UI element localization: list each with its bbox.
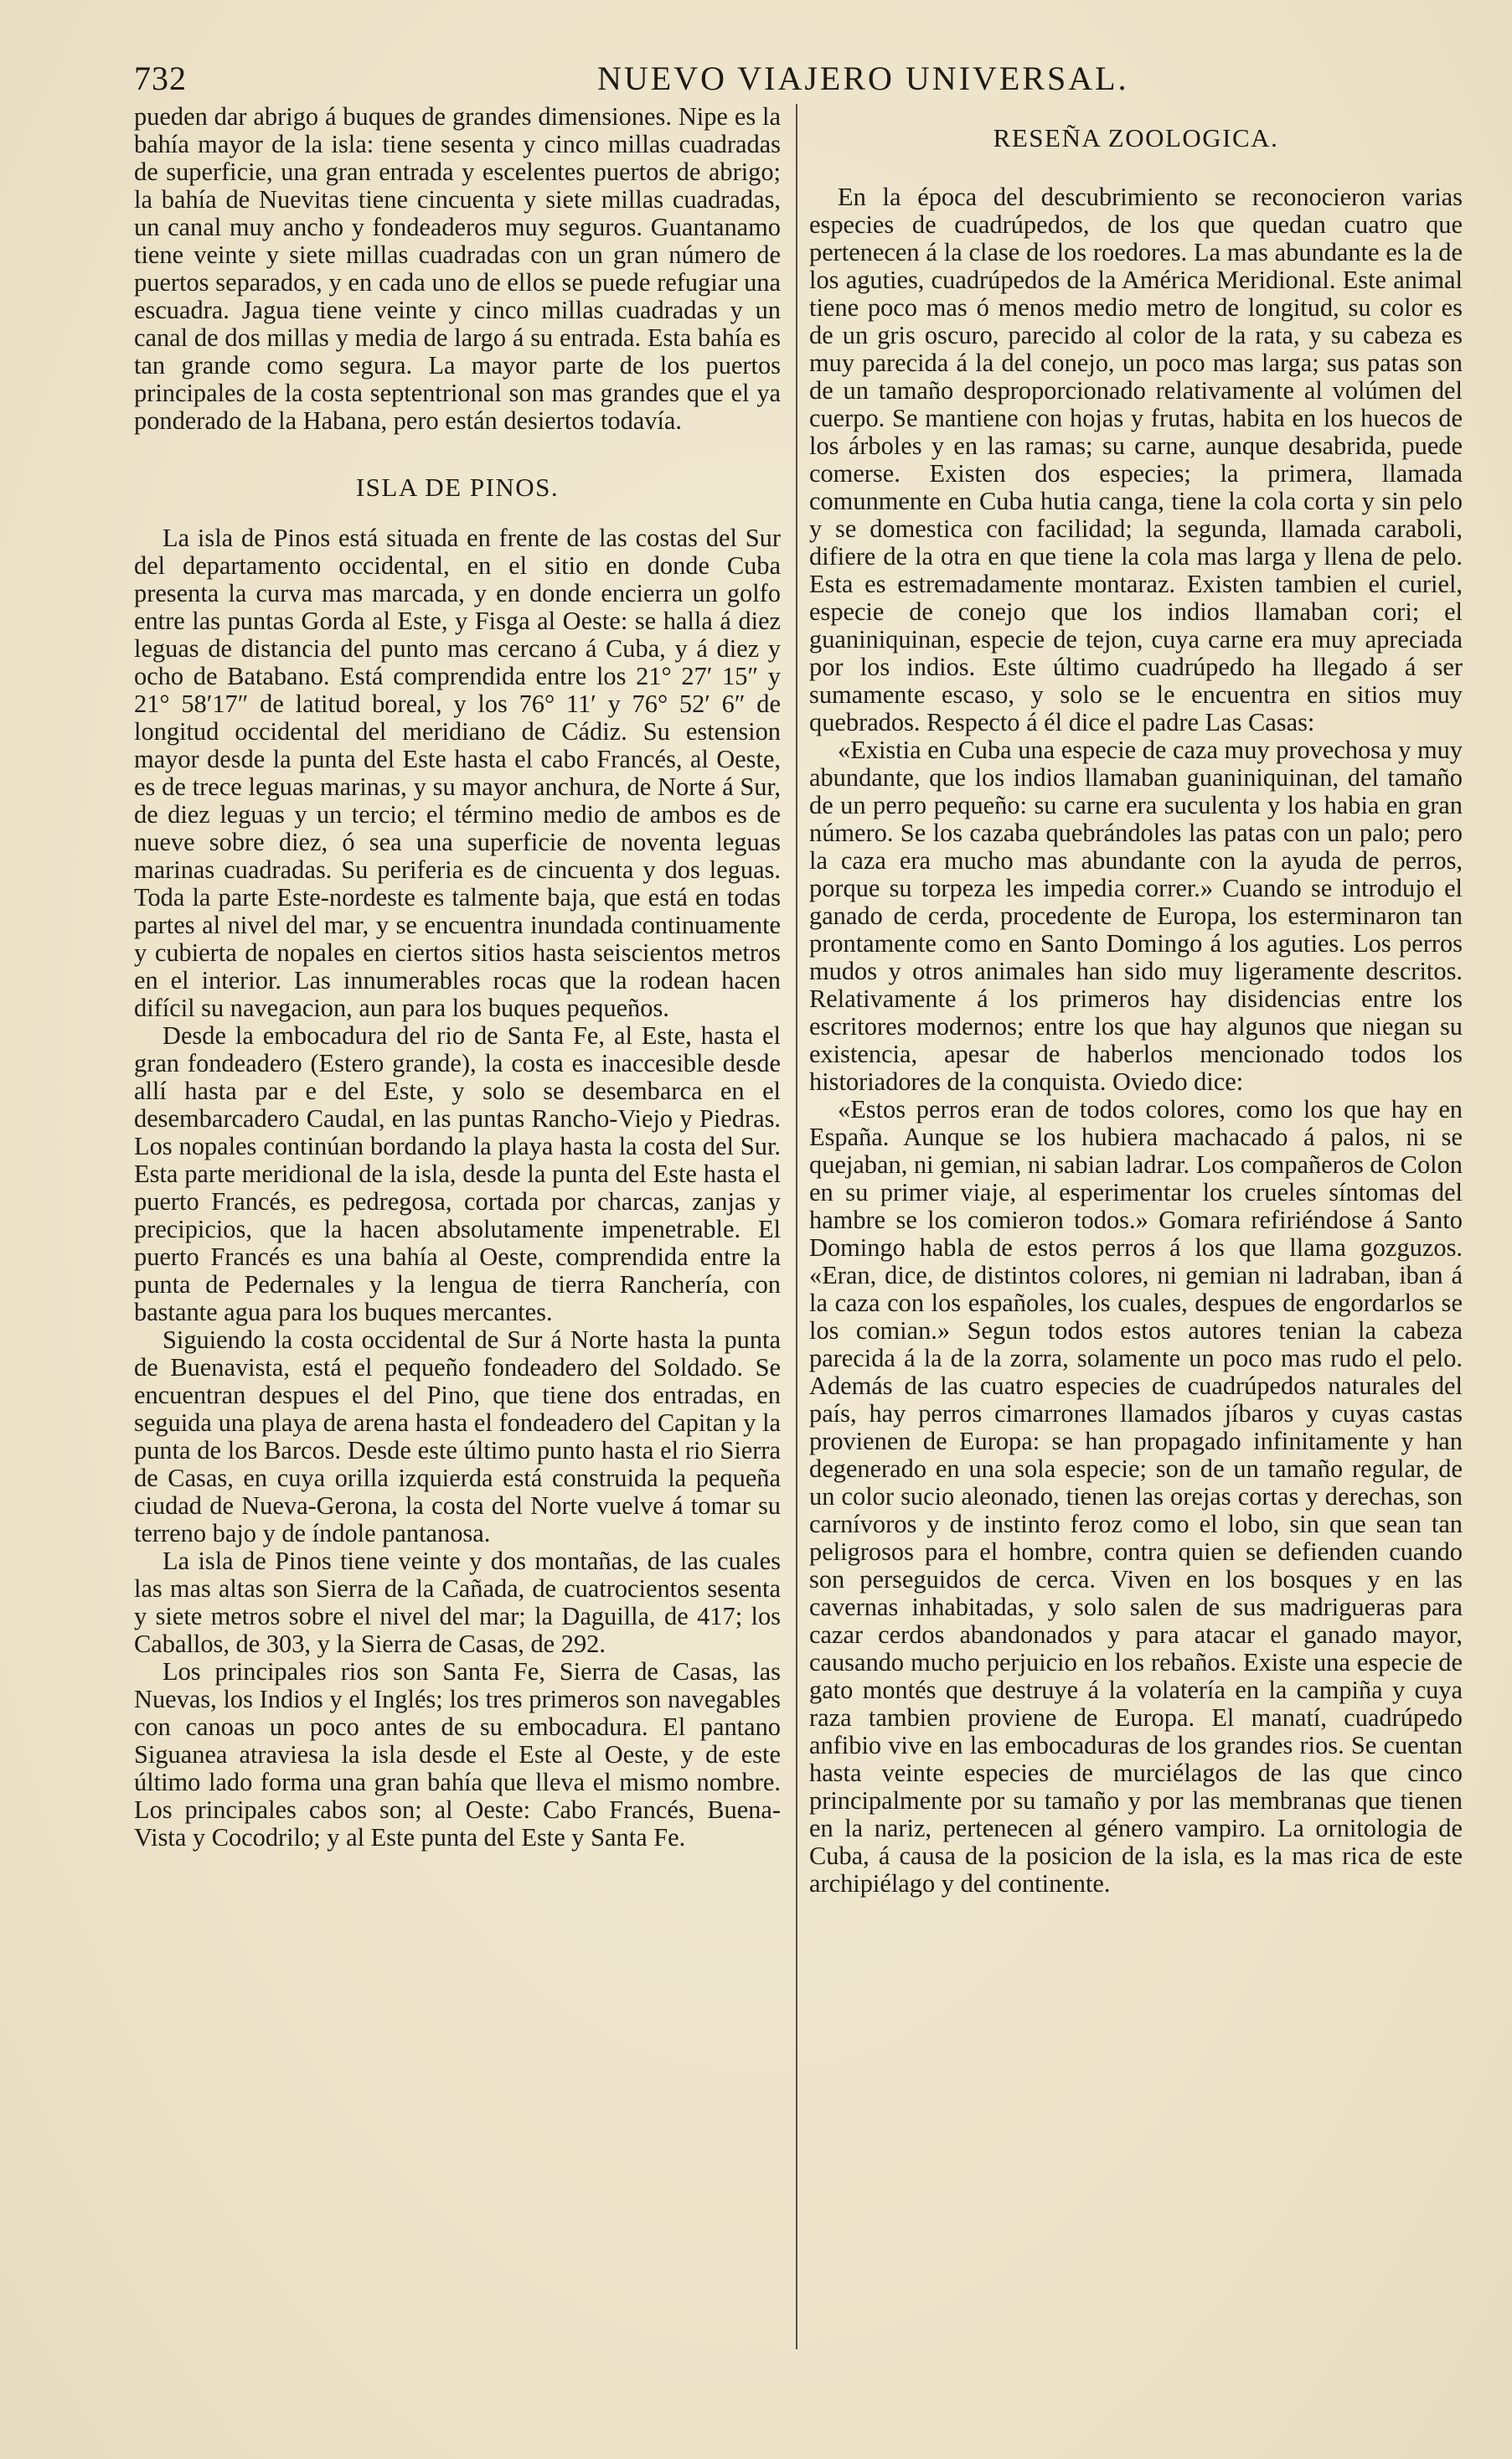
journal-title: NUEVO VIAJERO UNIVERSAL. <box>597 59 1129 97</box>
paragraph: La isla de Pinos está situada en frente de las costas del Sur del departamento occidental, en el sitio en donde Cuba presenta la curva mas marcada, y en donde encierra un golfo entre las puntas Gorda al Este, y Fisga al Oeste: se halla á diez leguas de distancia del punto mas cercano á Cuba, y á diez y ocho de Batabano. Está comprendida entre los 21° 27′ 15″ y 21° 58′17″ de latitud boreal, y los 76° 11′ y 76° 52′ 6″ de longitud occidental del meridiano de Cádiz. Su estension mayor desde la punta del Este hasta el cabo Francés, al Oeste, es de trece leguas marinas, y su mayor anchura, de Norte á Sur, de diez leguas y un tercio; el término medio de ambos es de nueve sobre diez, ó sea una superficie de noventa leguas marinas cuadradas. Su periferia es de cincuenta y dos leguas. Toda la parte Este-nordeste es talmente baja, que está en todas partes al nivel del mar, y se encuentra inundada continuamente y cubierta de nopales en ciertos sitios hasta seiscientos metros en el interior. Las innumerables rocas que la rodean hacen difícil su navegacion, aun para los buques pequeños. <box>134 524 781 1022</box>
right-column <box>809 124 1463 1898</box>
paragraph: La isla de Pinos tiene veinte y dos montañas, de las cuales las mas altas son Sierra de la Cañada, de cuatrocientos sesenta y siete metros sobre el nivel del mar; la Daguilla, de 417; los Caballos, de 303, y la Sierra de Casas, de 292. <box>134 1547 781 1658</box>
paragraph: «Estos perros eran de todos colores, como los que hay en España. Aunque se los hubiera machacado á palos, ni se quejaban, ni gemian, ni sabian ladrar. Los compañeros de Colon en su primer viaje, al esperimentar los crueles síntomas del hambre se los comieron todos.» Gomara refiriéndose á Santo Domingo habla de estos perros á los que llama gozguzos. «Eran, dice, de distintos colores, ni gemian ni ladraban, iban á la caza con los españoles, los cuales, despues de engordarlos se los comian.» Segun todos estos autores tenian la cabeza parecida á la de la zorra, solamente un poco mas rudo el pelo. Además de las cuatro especies de cuadrúpedos naturales del país, hay perros cimarrones llamados jíbaros y cuyas castas provienen de Europa: se han propagado infinitamente y han degenerado en una sola especie; son de un tamaño regular, de un color sucio aleonado, tienen las orejas cortas y derechas, son carnívoros y de instinto feroz como el lobo, sin que sean tan peligrosos para el hombre, contra quien se defienden cuando son perseguidos de cerca. Viven en los bosques y en las cavernas inhabitadas, y solo salen de sus madrigueras para cazar cerdos abandonados y para atacar el ganado mayor, causando mucho perjuicio en los rebaños. Existe una especie de gato montés que destruye á la volatería en la campiña y cuya raza tambien proviene de Europa. El manatí, cuadrúpedo anfibio vive en las embocaduras de los grandes rios. Se cuentan hasta veinte especies de murciélagos de las que cinco principalmente por su tamaño y por las membranas que tienen en la nariz, pertenecen al género vampiro. La ornitologia de Cuba, á causa de la posicion de la isla, es la mas rica de este archipiélago y del continente. <box>809 1095 1463 1898</box>
paragraph: «Existia en Cuba una especie de caza muy provechosa y muy abundante, que los indios llamaban guaniniquinan, del tamaño de un perro pequeño: su carne era suculenta y los habia en gran número. Se los cazaba quebrándoles las patas con un palo; pero la caza era mucho mas abundante con la ayuda de perros, porque su torpeza les impedia correr.» Cuando se introdujo el ganado de cerda, procedente de Europa, los esterminaron tan prontamente como en Santo Domingo á los aguties. Los perros mudos y otros animales han sido muy ligeramente descritos. Relativamente á los primeros hay disidencias entre los escritores modernos; entre los que hay algunos que niegan su existencia, apesar de haberlos mencionado todos los historiadores de la conquista. Oviedo dice: <box>809 736 1463 1096</box>
column-divider <box>796 104 797 2349</box>
paragraph: Siguiendo la costa occidental de Sur á Norte hasta la punta de Buenavista, está el pequeño fondeadero del Soldado. Se encuentran despues el del Pino, que tiene dos entradas, en seguida una playa de arena hasta el fondeadero del Capitan y la punta de los Barcos. Desde este último punto hasta el rio Sierra de Casas, en cuya orilla izquierda está construida la pequeña ciudad de Nueva-Gerona, la costa del Norte vuelve á tomar su terreno bajo y de índole pantanosa. <box>134 1325 781 1547</box>
section-heading-resena-zoologica: RESEÑA ZOOLOGICA. <box>993 123 1279 152</box>
page-number: 732 <box>134 59 187 97</box>
paragraph: Desde la embocadura del rio de Santa Fe, al Este, hasta el gran fondeadero (Estero grande), la costa es inaccesible desde allí hasta par e del Este, y solo se desembarca en el desembarcadero Caudal, en las puntas Rancho-Viejo y Piedras. Los nopales continúan bordando la playa hasta la costa del Sur. Esta parte meridional de la isla, desde la punta del Este hasta el puerto Francés, es pedregosa, cortada por charcas, zanjas y precipicios, que la hacen absolutamente impenetrable. El puerto Francés es una bahía al Oeste, comprendida entre la punta de Pedernales y la lengua de tierra Ranchería, con bastante agua para los buques mercantes. <box>134 1021 781 1326</box>
left-column <box>134 103 781 1852</box>
paragraph: Los principales rios son Santa Fe, Sierra de Casas, las Nuevas, los Indios y el Inglés; los tres primeros son navegables con canoas un poco antes de su embocadura. El pantano Siguanea atraviesa la isla desde el Este al Oeste, y de este último lado forma una gran bahía que lleva el mismo nombre. Los principales cabos son; al Oeste: Cabo Francés, Buena-Vista y Cocodrilo; y al Este punta del Este y Santa Fe. <box>134 1657 781 1852</box>
paragraph: En la época del descubrimiento se reconocieron varias especies de cuadrúpedos, de los que quedan cuatro que pertenecen á la clase de los roedores. La mas abundante es la de los aguties, cuadrúpedos de la América Meridional. Este animal tiene poco mas ó menos medio metro de longitud, su color es de un gris oscuro, parecido al color de la rata, y su cabeza es muy parecida á la del conejo, un poco mas larga; sus patas son de un tamaño desproporcionado relativamente al volúmen del cuerpo. Se mantiene con hojas y frutas, habita en los huecos de los árboles y en las ramas; su carne, aunque desabrida, puede comerse. Existen dos especies; la primera, llamada comunmente en Cuba hutia canga, tiene la cola corta y sin pelo y se domestica con facilidad; la segunda, llamada caraboli, difiere de la otra en que tiene la cola mas larga y llena de pelo. Esta es estremadamente montaraz. Existen tambien el curiel, especie de conejo que los indios llamaban cori; el guaniniquinan, especie de tejon, cuya carne era muy apreciada por los indios. Este último cuadrúpedo ha llegado á ser sumamente escaso, y solo se le encuentra en sitios muy quebrados. Respecto á él dice el padre Las Casas: <box>809 183 1463 736</box>
paragraph: pueden dar abrigo á buques de grandes dimensiones. Nipe es la bahía mayor de la isla: tiene sesenta y cinco millas cuadradas de superficie, una gran entrada y escelentes puertos de abrigo; la bahía de Nuevitas tiene cincuenta y siete millas cuadradas, un canal muy ancho y fondeaderos muy seguros. Guantanamo tiene veinte y siete millas cuadradas con un gran número de puertos separados, y en cada uno de ellos se puede refugiar una escuadra. Jagua tiene veinte y cinco millas cuadradas y un canal de dos millas y media de largo á su entrada. Esta bahía es tan grande como segura. La mayor parte de los puertos principales de la costa septentrional son mas grandes que el ya ponderado de la Habana, pero están desiertos todavía. <box>134 102 781 435</box>
section-heading-isla-de-pinos: ISLA DE PINOS. <box>355 473 560 502</box>
running-head <box>134 52 1474 102</box>
